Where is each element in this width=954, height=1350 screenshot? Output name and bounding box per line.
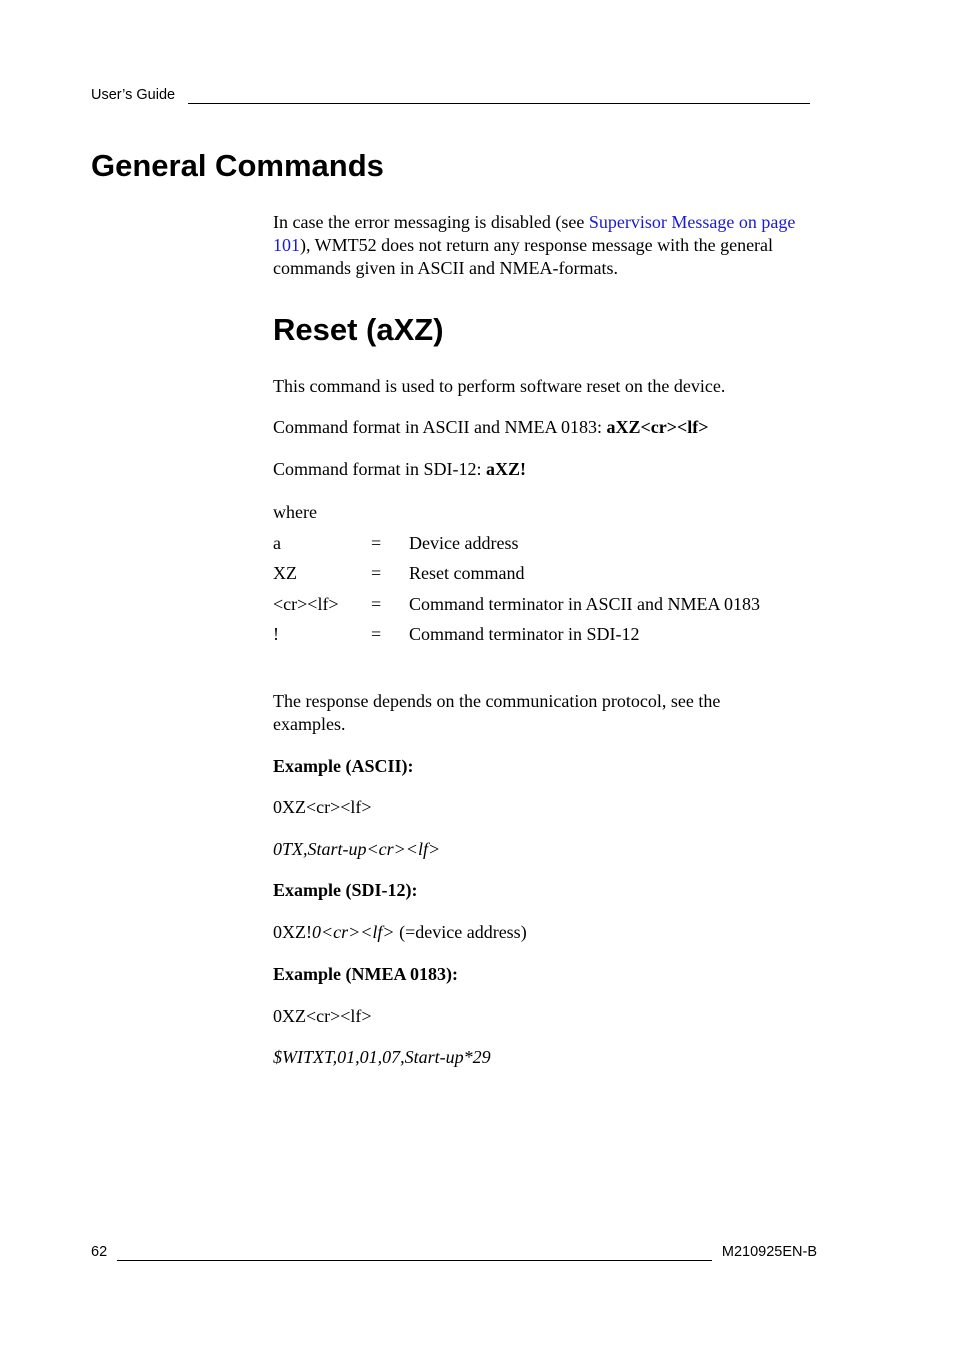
definition-equals: = — [371, 594, 382, 614]
running-header — [91, 87, 175, 103]
footer-rule — [117, 1260, 712, 1261]
running-header-title: User’s Guide — [91, 87, 176, 103]
format-ascii-command: aXZ<cr><lf> — [606, 417, 709, 437]
reset-description: This command is used to perform software reset on the device. — [273, 376, 726, 396]
format-ascii-label: Command format in ASCII and NMEA 0183: — [273, 417, 607, 437]
example-nmea-heading: Example (NMEA 0183): — [273, 964, 458, 984]
example-sdi-response: 0<cr><lf> — [312, 922, 395, 942]
definition-description: Reset command — [409, 563, 525, 583]
example-ascii-response: 0TX,Start-up<cr><lf> — [273, 839, 441, 859]
section-title-general-commands: General Commands — [91, 148, 384, 183]
definition-description: Command terminator in SDI-12 — [409, 624, 640, 644]
intro-text-start: In case the error messaging is disabled (see — [273, 212, 589, 232]
definition-equals: = — [371, 533, 382, 553]
definition-description: Command terminator in ASCII and NMEA 0183 — [409, 594, 760, 614]
format-sdi-command: aXZ! — [485, 459, 526, 479]
example-nmea-response: $WITXT,01,01,07,Start-up*29 — [273, 1047, 491, 1067]
response-note: The response depends on the communication protocol, see the examples. — [273, 691, 721, 734]
supervisor-message-link[interactable]: Supervisor Message on page 101 — [273, 212, 796, 255]
where-label: where — [273, 502, 317, 522]
example-sdi-command: 0XZ! — [273, 922, 312, 942]
example-ascii-heading: Example (ASCII): — [273, 756, 414, 776]
example-sdi-note: (=device address) — [394, 922, 527, 942]
footer-page-number: 62 — [91, 1244, 108, 1260]
definition-equals: = — [371, 624, 382, 644]
definition-description: Device address — [409, 533, 519, 553]
example-nmea-command: 0XZ<cr><lf> — [273, 1006, 372, 1026]
definition-term: ! — [273, 624, 279, 644]
definition-term: <cr><lf> — [273, 594, 339, 614]
definition-row — [273, 562, 833, 585]
format-sdi-label: Command format in SDI-12: — [273, 459, 486, 479]
definition-term: XZ — [273, 563, 297, 583]
example-sdi-heading: Example (SDI-12): — [273, 880, 418, 900]
definition-row — [273, 623, 833, 646]
example-ascii-command: 0XZ<cr><lf> — [273, 797, 372, 817]
format-sdi-line — [273, 458, 526, 481]
definition-term: a — [273, 533, 281, 553]
header-rule — [188, 103, 810, 104]
example-sdi-line — [273, 921, 527, 944]
definition-row — [273, 532, 833, 555]
definition-row — [273, 593, 833, 616]
intro-paragraph — [273, 211, 823, 280]
format-ascii-line — [273, 416, 709, 439]
definition-equals: = — [371, 563, 382, 583]
footer-document-code: M210925EN-B — [721, 1244, 817, 1260]
intro-text-end: ), WMT52 does not return any response message with the general commands given in ASCII and NMEA-formats. — [273, 235, 774, 278]
section-title-reset: Reset (aXZ) — [273, 312, 444, 347]
